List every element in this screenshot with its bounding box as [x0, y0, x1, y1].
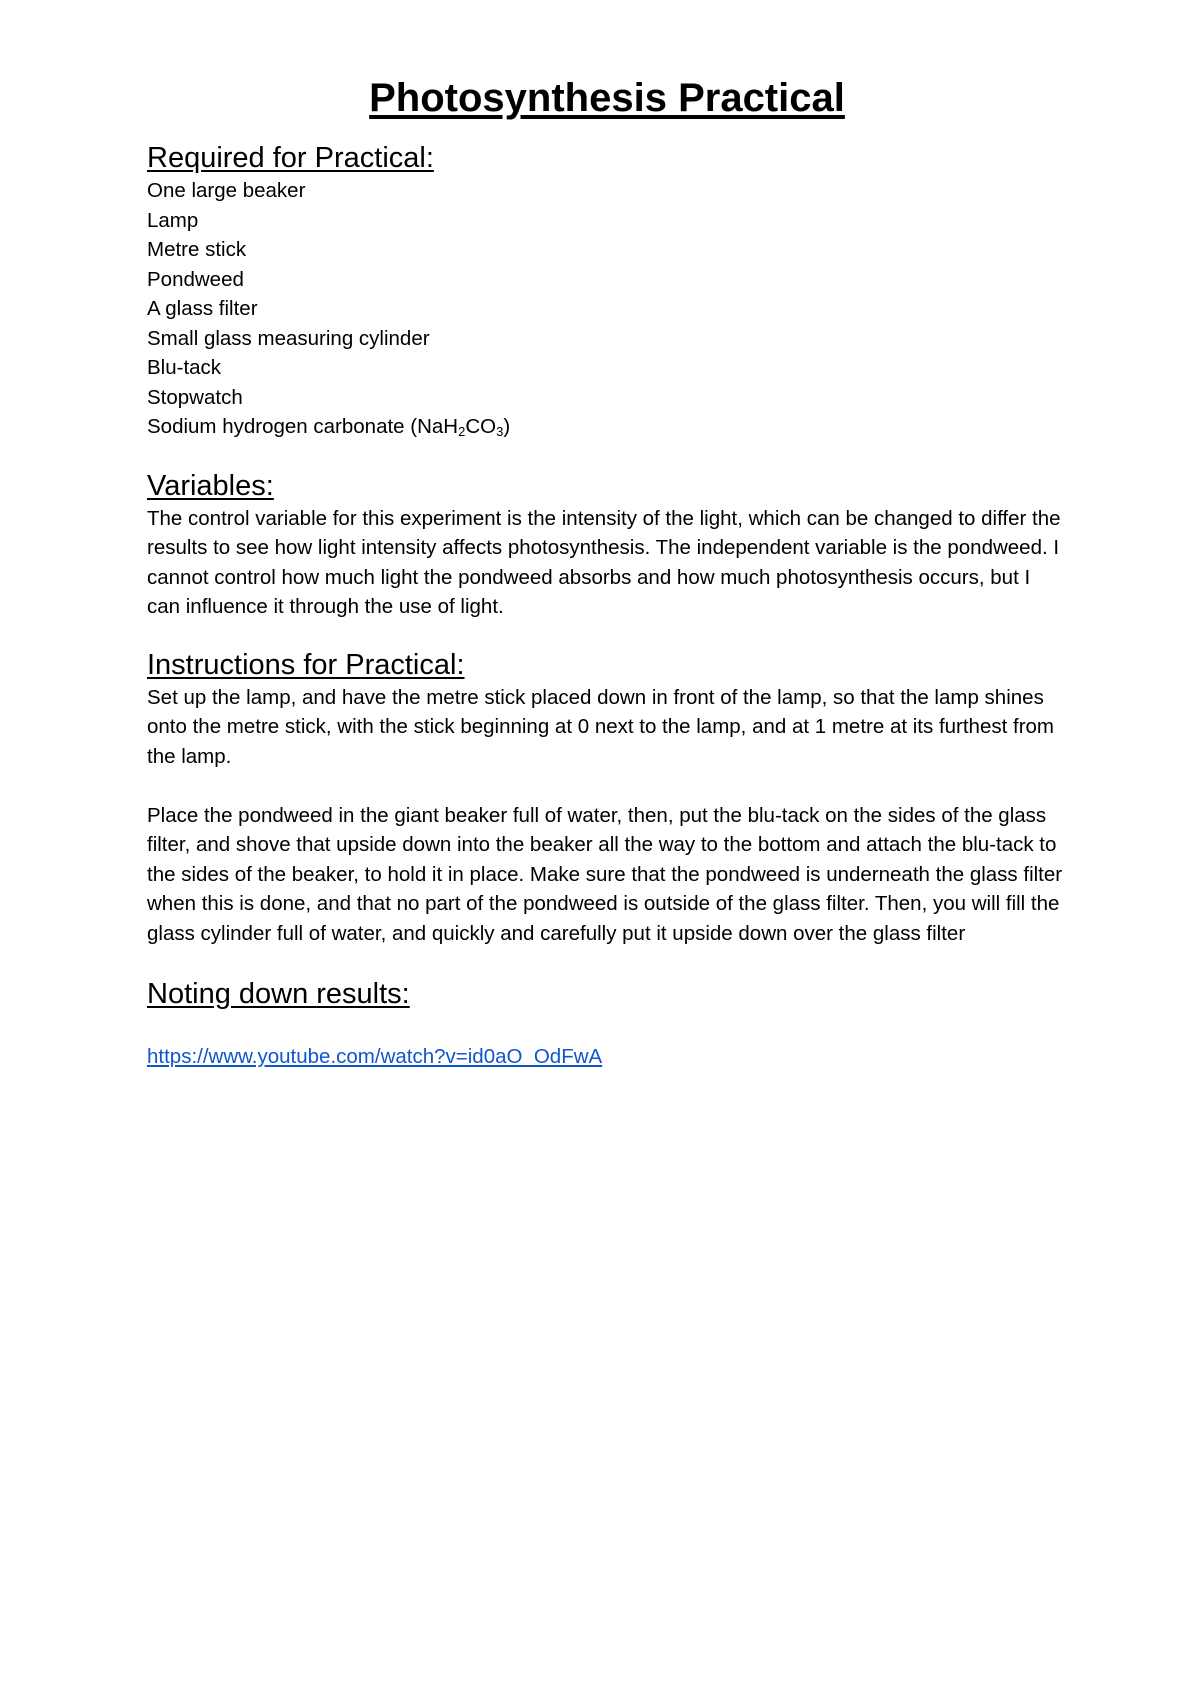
instructions-paragraph-1: Set up the lamp, and have the metre stick placed down in front of the lamp, so that the lamp shines onto the metre stick, with the stick beginning at 0 next to the lamp, and at 1 metre at its furthest from the lamp. — [147, 685, 1055, 768]
document-page — [147, 72, 1067, 1072]
list-item: Metre stick — [147, 238, 247, 261]
list-item: One large beaker — [147, 179, 306, 202]
list-item: A glass filter — [147, 297, 258, 320]
chemical-prefix: Sodium hydrogen carbonate (NaH — [147, 415, 459, 438]
list-item: Blu-tack — [147, 356, 222, 379]
list-item: Small glass measuring cylinder — [147, 326, 430, 350]
chemical-suffix: ) — [503, 415, 511, 438]
youtube-link[interactable]: https://www.youtube.com/watch?v=id0aO_OdFwA — [147, 1045, 603, 1068]
variables-heading: Variables: — [147, 469, 274, 502]
list-item: Pondweed — [147, 267, 244, 291]
chemical-subscript-2: 3 — [496, 424, 504, 439]
list-item-chemical — [147, 412, 1067, 442]
list-item: Lamp — [147, 208, 199, 232]
instructions-heading: Instructions for Practical: — [147, 648, 465, 681]
variables-paragraph: The control variable for this experiment is the intensity of the light, which can be changed to differ the results to see how light intensity affects photosynthesis. The independent variable is the pondweed. I cannot control how much light the pondweed absorbs and how much photosynthesis occurs, but I can influence it through the use of light. — [147, 506, 1061, 618]
list-item: Stopwatch — [147, 385, 243, 409]
chemical-subscript-1: 2 — [458, 424, 466, 439]
instructions-paragraph-2: Place the pondweed in the giant beaker full of water, then, put the blu-tack on the sides of the glass filter, and shove that upside down into the beaker all the way to the bottom and attach the blu-tack to the sides of the beaker, to hold it in place. Make sure that the pondweed is underneath the glass filter when this is done, and that no part of the pondweed is outside of the glass filter. Then, you will fill the glass cylinder full of water, and quickly and carefully put it upside down over the glass filter — [147, 803, 1063, 945]
chemical-middle: CO — [465, 415, 497, 438]
results-heading: Noting down results: — [147, 978, 410, 1010]
required-items-list — [147, 176, 1067, 442]
document-title: Photosynthesis Practical — [369, 76, 845, 120]
required-heading: Required for Practical: — [147, 142, 434, 174]
